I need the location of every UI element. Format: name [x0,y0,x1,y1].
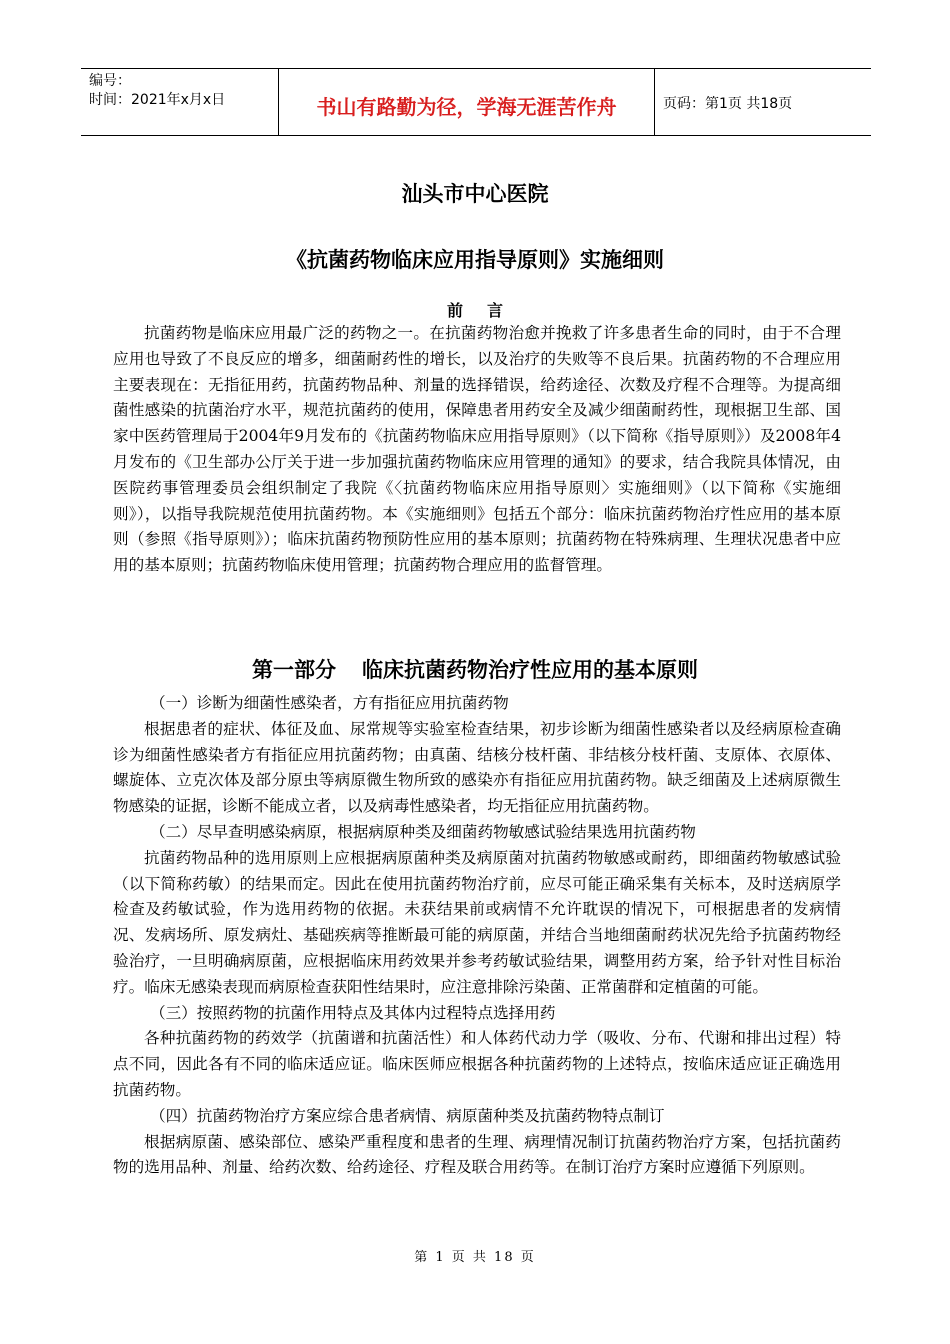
doc-title: 《抗菌药物临床应用指导原则》实施细则 [286,248,664,272]
page-header [81,68,871,136]
section-heading: （二）尽早查明感染病原，根据病原种类及细菌药物敏感试验结果选用抗菌药物 [150,822,696,841]
foreword-title: 前言 [446,301,527,320]
date-label: 时间：2021年x月x日 [89,92,226,108]
section-paragraph: 根据病原菌、感染部位、感染严重程度和患者的生理、病理情况制订抗菌药物治疗方案，包括抗菌药物的选用品种、剂量、给药次数、给药途径、疗程及联合用药等。在制订治疗方案时应遵循下列原则。 [113,1132,841,1177]
part-one-title: 临床抗菌药物治疗性应用的基本原则 [362,658,698,682]
header-meta-cell [81,69,279,135]
section-paragraph: 抗菌药物品种的选用原则上应根据病原菌种类及病原菌对抗菌药物敏感或耐药，即细菌药物敏感试验 （以下简称药敏）的结果而定。因此在使用抗菌药物治疗前，应尽可能正确采集有关标本，及时送病原学检查及药敏试验，作为选用药物的依据。未获结果前或病情不允许耽误的情况下，可根据患者的发病情况、发病场所、原发病灶、基础疾病等推断最可能的病原菌，并结合当地细菌耐药状况先给予抗菌药物经验治疗，一旦明确病原菌，应根据临床用药效果并参考药敏试验结果，调整用药方案，给予针对性目标治疗。临床无感染表现而病原检查获阳性结果时，应注意排除污染菌、正常菌群和定植菌的可能。 [113,848,841,996]
foreword-paragraph: 抗菌药物是临床应用最广泛的药物之一。在抗菌药物治愈并挽救了许多患者生命的同时，由于不合理应用也导致了不良反应的增多，细菌耐药性的增长，以及治疗的失败等不良后果。抗菌药物的不合理应用主要表现在：无指征用药，抗菌药物品种、剂量的选择错误，给药途径、次数及疗程不合理等。为提高细菌性感染的抗菌治疗水平，规范抗菌药的使用，保障患者用药安全及减少细菌耐药性，现根据卫生部、国家中医药管理局于2004年9月发布的《抗菌药物临床应用指导原则》（以下简称《指导原则》）及2008年4月发布的《卫生部办公厅关于进一步加强抗菌药物临床应用管理的通知》的要求，结合我院具体情况，由医院药事管理委员会组织制定了我院《〈抗菌药物临床应用指导原则〉实施细则》（以下简称《实施细则》），以指导我院规范使用抗菌药物。本《实施细则》包括五个部分：临床抗菌药物治疗性应用的基本原则（参照《指导原则》）；临床抗菌药物预防性应用的基本原则；抗菌药物在特殊病理、生理状况患者中应用的基本原则；抗菌药物临床使用管理；抗菌药物合理应用的监督管理。 [113,324,841,575]
number-label: 编号： [89,73,131,89]
page-footer: 第 1 页 共 18 页 [414,1250,536,1265]
foreword-section [113,321,841,579]
org-title: 汕头市中心医院 [401,182,549,206]
section-paragraph: 各种抗菌药物的药效学（抗菌谱和抗菌活性）和人体药代动力学（吸收、分布、代谢和排出过程）特点不同，因此各有不同的临床适应证。临床医师应根据各种抗菌药物的上述特点，按临床适应证正确选用抗菌药物。 [113,1029,841,1099]
part-one-label: 第一部分 [252,658,336,682]
header-motto: 书山有路勤为径，学海无涯苦作舟 [279,69,655,135]
section-heading: （三）按照药物的抗菌作用特点及其体内过程特点选择用药 [150,1003,556,1022]
section-paragraph: 根据患者的症状、体征及血、尿常规等实验室检查结果，初步诊断为细菌性感染者以及经病原检查确诊为细菌性感染者方有指征应用抗菌药物；由真菌、结核分枝杆菌、非结核分枝杆菌、支原体、衣原体、螺旋体、立克次体及部分原虫等病原微生物所致的感染亦有指征应用抗菌药物。缺乏细菌及上述病原微生物感染的证据，诊断不能成立者，以及病毒性感染者，均无指征应用抗菌药物。 [113,719,841,816]
section-heading: （一）诊断为细菌性感染者，方有指征应用抗菌药物 [150,694,509,712]
part-one-heading [0,654,950,684]
header-page-info: 页码：第1页 共18页 [663,96,793,112]
part-one-body [113,691,841,1181]
section-heading: （四）抗菌药物治疗方案应综合患者病情、病原菌种类及抗菌药物特点制订 [150,1106,665,1125]
